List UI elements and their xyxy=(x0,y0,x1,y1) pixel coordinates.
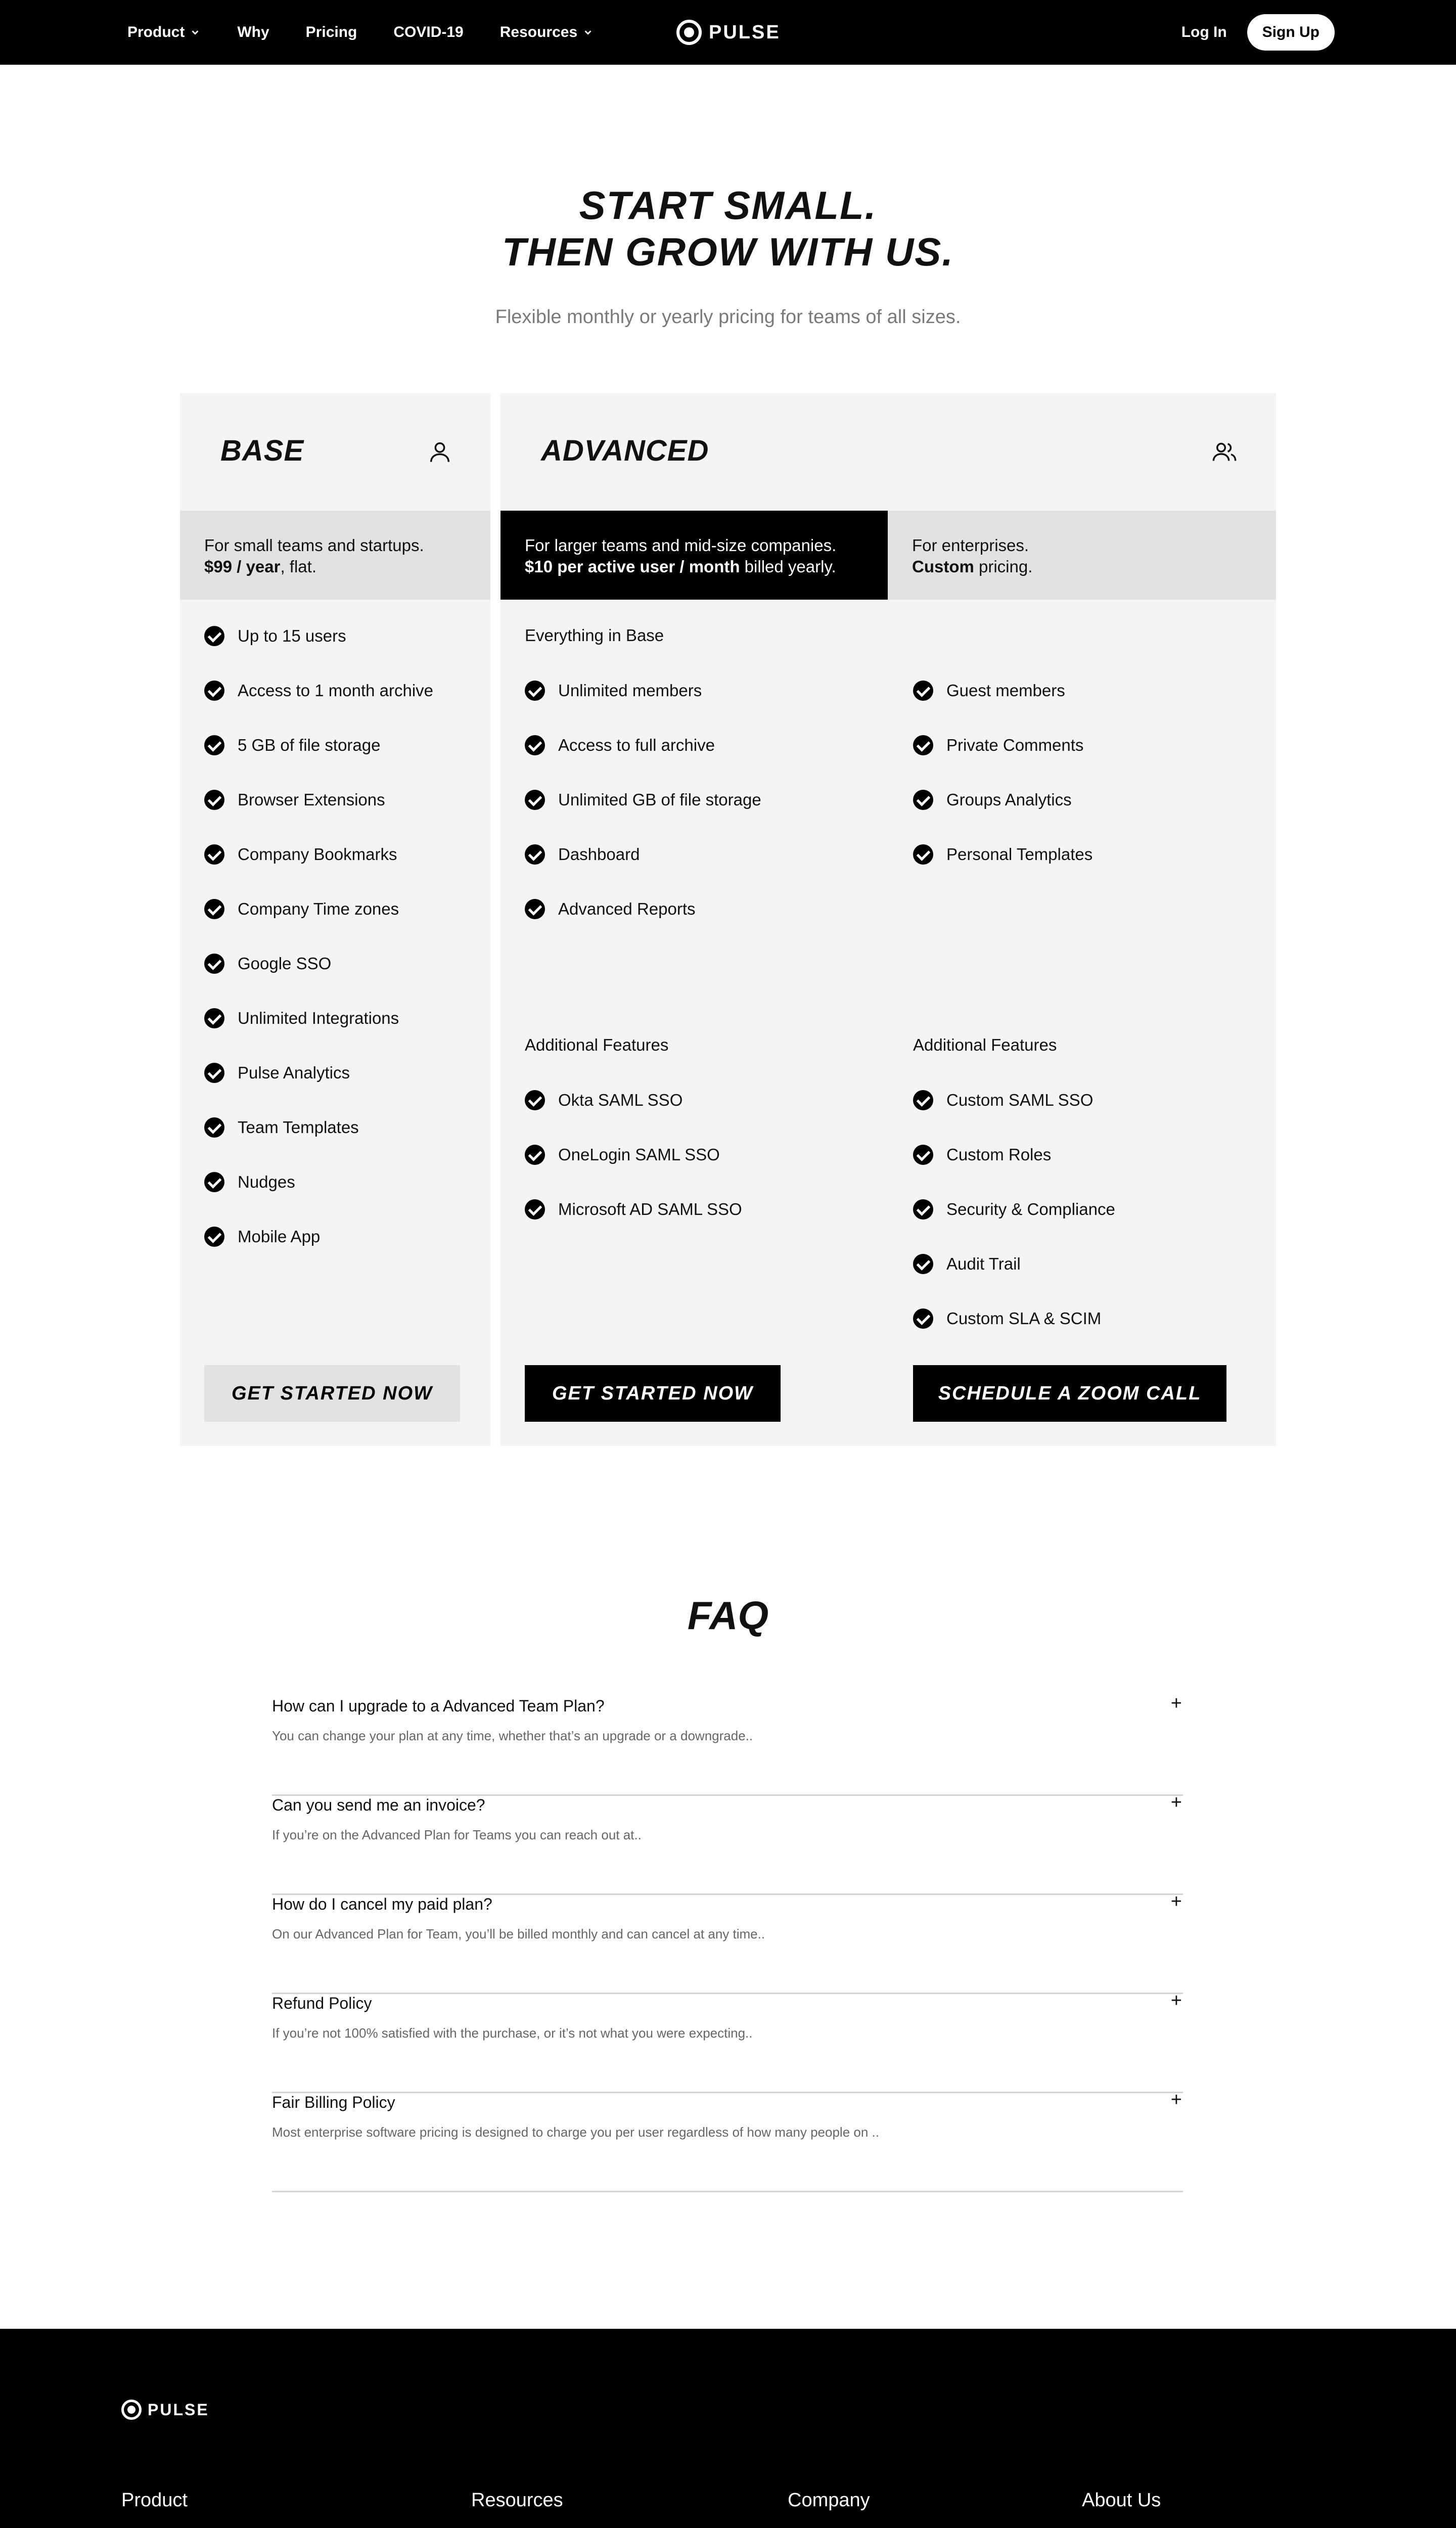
base-feature-label: 5 GB of file storage xyxy=(238,736,381,754)
advanced-plan-card xyxy=(500,393,1276,1446)
check-circle-icon xyxy=(204,1227,224,1247)
base-feature-item xyxy=(204,1063,350,1083)
faq-item[interactable] xyxy=(272,1990,1183,2093)
base-get-started-button[interactable]: GET STARTED NOW xyxy=(204,1365,460,1422)
check-circle-icon xyxy=(525,1090,545,1110)
faq-answer-preview: On our Advanced Plan for Team, you’ll be billed monthly and can cancel at any time.. xyxy=(272,1926,765,1942)
enterprise-additional-feature-item xyxy=(913,1254,1021,1274)
hero-subtitle: Flexible monthly or yearly pricing for teams of all sizes. xyxy=(495,306,961,328)
footer-brand-logo[interactable] xyxy=(121,2400,209,2420)
nav-pricing-label: Pricing xyxy=(305,24,357,40)
enterprise-additional-feature-label: Audit Trail xyxy=(946,1254,1021,1273)
team-plan-price: $10 per active user / month xyxy=(525,557,740,576)
check-circle-icon xyxy=(525,899,545,919)
everything-in-base-label: Everything in Base xyxy=(525,626,664,645)
enterprise-plan-pricing xyxy=(888,511,1276,600)
team-additional-feature-label: Microsoft AD SAML SSO xyxy=(558,1200,742,1218)
signup-button[interactable]: Sign Up xyxy=(1247,14,1335,51)
base-feature-label: Google SSO xyxy=(238,954,332,973)
base-feature-label: Access to 1 month archive xyxy=(238,681,434,700)
enterprise-plan-price: Custom xyxy=(912,557,974,576)
enterprise-feature-item xyxy=(913,735,1083,755)
team-feature-label: Advanced Reports xyxy=(558,899,696,918)
team-additional-feature-item xyxy=(525,1090,682,1110)
pulse-logo-icon xyxy=(121,2400,142,2420)
enterprise-additional-feature-item xyxy=(913,1145,1051,1165)
check-circle-icon xyxy=(913,1254,933,1274)
footer-company-column xyxy=(788,2490,870,2528)
users-icon xyxy=(1211,439,1238,465)
base-plan-title: BASE xyxy=(220,434,304,467)
enterprise-feature-label: Private Comments xyxy=(946,736,1084,754)
plus-icon[interactable]: + xyxy=(1170,1891,1182,1912)
login-link[interactable]: Log In xyxy=(1181,24,1227,40)
team-feature-item xyxy=(525,899,696,919)
nav-product[interactable] xyxy=(127,24,201,41)
faq-item[interactable] xyxy=(272,1693,1183,1796)
nav-links xyxy=(127,0,630,65)
base-feature-item xyxy=(204,1117,359,1138)
base-feature-label: Mobile App xyxy=(238,1227,321,1246)
base-plan-pricing xyxy=(180,511,490,600)
check-circle-icon xyxy=(525,1145,545,1165)
faq-item[interactable] xyxy=(272,2089,1183,2192)
base-feature-label: Pulse Analytics xyxy=(238,1063,350,1082)
check-circle-icon xyxy=(204,1117,224,1138)
base-feature-label: Nudges xyxy=(238,1172,295,1191)
check-circle-icon xyxy=(913,1308,933,1329)
check-circle-icon xyxy=(913,790,933,810)
faq-question[interactable]: Can you send me an invoice? xyxy=(272,1796,485,1814)
brand-name: PULSE xyxy=(709,21,781,43)
nav-product-label: Product xyxy=(127,24,185,40)
faq-answer-preview: You can change your plan at any time, whether that’s an upgrade or a downgrade.. xyxy=(272,1728,753,1743)
check-circle-icon xyxy=(525,1199,545,1220)
footer-company-heading: Company xyxy=(788,2490,870,2511)
team-feature-item xyxy=(525,735,715,755)
team-feature-item xyxy=(525,844,640,865)
enterprise-plan-price-suffix: pricing. xyxy=(974,557,1033,576)
check-circle-icon xyxy=(525,681,545,701)
check-circle-icon xyxy=(204,954,224,974)
check-circle-icon xyxy=(204,1008,224,1028)
check-circle-icon xyxy=(913,735,933,755)
check-circle-icon xyxy=(204,790,224,810)
enterprise-plan-desc: For enterprises. xyxy=(912,536,1029,555)
base-feature-label: Company Bookmarks xyxy=(238,845,397,864)
base-feature-item xyxy=(204,1227,320,1247)
enterprise-additional-feature-label: Custom SLA & SCIM xyxy=(946,1309,1102,1328)
enterprise-additional-feature-label: Custom SAML SSO xyxy=(946,1091,1094,1109)
check-circle-icon xyxy=(204,681,224,701)
faq-item[interactable] xyxy=(272,1792,1183,1895)
check-circle-icon xyxy=(525,790,545,810)
check-circle-icon xyxy=(913,1199,933,1220)
check-circle-icon xyxy=(913,844,933,865)
enterprise-feature-label: Guest members xyxy=(946,681,1065,700)
top-navbar xyxy=(0,0,1456,65)
faq-answer-preview: Most enterprise software pricing is designed to charge you per user regardless of how many people on .. xyxy=(272,2125,879,2140)
team-plan-desc: For larger teams and mid-size companies. xyxy=(525,536,837,555)
nav-why[interactable] xyxy=(237,24,269,41)
footer-resources-heading: Resources xyxy=(471,2490,563,2511)
check-circle-icon xyxy=(913,1090,933,1110)
base-feature-item xyxy=(204,899,399,919)
enterprise-additional-feature-item xyxy=(913,1308,1101,1329)
team-additional-feature-item xyxy=(525,1145,720,1165)
nav-why-label: Why xyxy=(237,24,269,40)
base-feature-item xyxy=(204,844,397,865)
team-feature-label: Access to full archive xyxy=(558,736,715,754)
enterprise-feature-label: Groups Analytics xyxy=(946,790,1072,809)
base-feature-item xyxy=(204,681,433,701)
base-feature-item xyxy=(204,954,331,974)
footer-product-heading: Product xyxy=(121,2490,188,2511)
check-circle-icon xyxy=(204,844,224,865)
check-circle-icon xyxy=(525,844,545,865)
base-feature-label: Up to 15 users xyxy=(238,626,346,645)
hero-title xyxy=(0,182,1456,275)
faq-title: FAQ xyxy=(687,1593,769,1638)
faq-answer-preview: If you’re on the Advanced Plan for Teams you can reach out at.. xyxy=(272,1827,642,1842)
check-circle-icon xyxy=(525,735,545,755)
plus-icon[interactable]: + xyxy=(1170,2089,1182,2110)
base-feature-item xyxy=(204,735,380,755)
hero-title-line2: THEN GROW WITH US. xyxy=(502,230,954,274)
enterprise-additional-feature-label: Custom Roles xyxy=(946,1145,1052,1164)
enterprise-feature-item xyxy=(913,844,1093,865)
team-plan-price-suffix: billed yearly. xyxy=(740,557,836,576)
footer-about-heading: About Us xyxy=(1082,2490,1161,2511)
team-feature-item xyxy=(525,681,702,701)
base-feature-label: Team Templates xyxy=(238,1118,359,1137)
check-circle-icon xyxy=(204,1172,224,1192)
base-feature-label: Company Time zones xyxy=(238,899,399,918)
base-feature-label: Unlimited Integrations xyxy=(238,1009,399,1027)
faq-item[interactable] xyxy=(272,1891,1183,1994)
team-additional-feature-label: OneLogin SAML SSO xyxy=(558,1145,720,1164)
footer-product-column xyxy=(121,2490,256,2528)
team-additional-feature-item xyxy=(525,1199,742,1220)
check-circle-icon xyxy=(204,1063,224,1083)
footer-resources-column xyxy=(471,2490,576,2528)
team-additional-label: Additional Features xyxy=(525,1035,669,1054)
check-circle-icon xyxy=(913,1145,933,1165)
chevron-down-icon xyxy=(582,27,594,38)
nav-resources[interactable] xyxy=(500,24,594,41)
faq-question[interactable]: How can I upgrade to a Advanced Team Plan? xyxy=(272,1697,605,1715)
team-feature-label: Dashboard xyxy=(558,845,640,864)
base-feature-label: Browser Extensions xyxy=(238,790,385,809)
faq-question[interactable]: Refund Policy xyxy=(272,1994,372,2012)
team-plan-pricing xyxy=(500,511,888,600)
plus-icon[interactable]: + xyxy=(1170,1693,1182,1714)
nav-covid[interactable] xyxy=(393,24,463,41)
faq-answer-preview: If you’re not 100% satisfied with the purchase, or it’s not what you were expecting.. xyxy=(272,2025,753,2041)
base-plan-desc: For small teams and startups. xyxy=(204,536,424,555)
base-plan-price: $99 / year xyxy=(204,557,281,576)
advanced-plan-title: ADVANCED xyxy=(541,434,709,467)
enterprise-additional-feature-item xyxy=(913,1199,1115,1220)
check-circle-icon xyxy=(204,735,224,755)
faq-question[interactable]: How do I cancel my paid plan? xyxy=(272,1895,492,1913)
brand-logo[interactable] xyxy=(676,19,781,46)
nav-covid-label: COVID-19 xyxy=(393,24,464,40)
team-feature-label: Unlimited members xyxy=(558,681,702,700)
base-plan-price-suffix: , flat. xyxy=(280,557,316,576)
base-feature-item xyxy=(204,626,346,646)
enterprise-feature-label: Personal Templates xyxy=(946,845,1093,864)
chevron-down-icon xyxy=(190,27,201,38)
base-feature-item xyxy=(204,1008,399,1028)
check-circle-icon xyxy=(913,681,933,701)
faq-question[interactable]: Fair Billing Policy xyxy=(272,2093,395,2111)
check-circle-icon xyxy=(204,626,224,646)
team-get-started-button[interactable]: GET STARTED NOW xyxy=(525,1365,781,1422)
footer-brand-name: PULSE xyxy=(148,2400,209,2419)
base-feature-item xyxy=(204,790,385,810)
team-additional-feature-label: Okta SAML SSO xyxy=(558,1091,683,1109)
enterprise-additional-feature-item xyxy=(913,1090,1093,1110)
enterprise-feature-item xyxy=(913,681,1065,701)
team-feature-item xyxy=(525,790,761,810)
nav-pricing[interactable] xyxy=(306,24,357,41)
enterprise-additional-feature-label: Security & Compliance xyxy=(946,1200,1115,1218)
check-circle-icon xyxy=(204,899,224,919)
base-plan-card xyxy=(180,393,490,1446)
enterprise-feature-item xyxy=(913,790,1072,810)
pulse-logo-icon xyxy=(676,20,702,45)
team-feature-label: Unlimited GB of file storage xyxy=(558,790,761,809)
footer xyxy=(0,2329,1456,2528)
nav-resources-label: Resources xyxy=(499,24,578,40)
plus-icon[interactable]: + xyxy=(1170,1792,1182,1813)
plus-icon[interactable]: + xyxy=(1170,1990,1182,2011)
schedule-zoom-call-button[interactable]: SCHEDULE A ZOOM CALL xyxy=(913,1365,1226,1422)
user-icon xyxy=(427,439,453,465)
enterprise-additional-label: Additional Features xyxy=(913,1035,1057,1054)
nav-auth xyxy=(1181,0,1335,65)
hero-title-line1: START SMALL. xyxy=(579,183,877,228)
footer-about-column xyxy=(1082,2490,1340,2528)
base-feature-item xyxy=(204,1172,295,1192)
